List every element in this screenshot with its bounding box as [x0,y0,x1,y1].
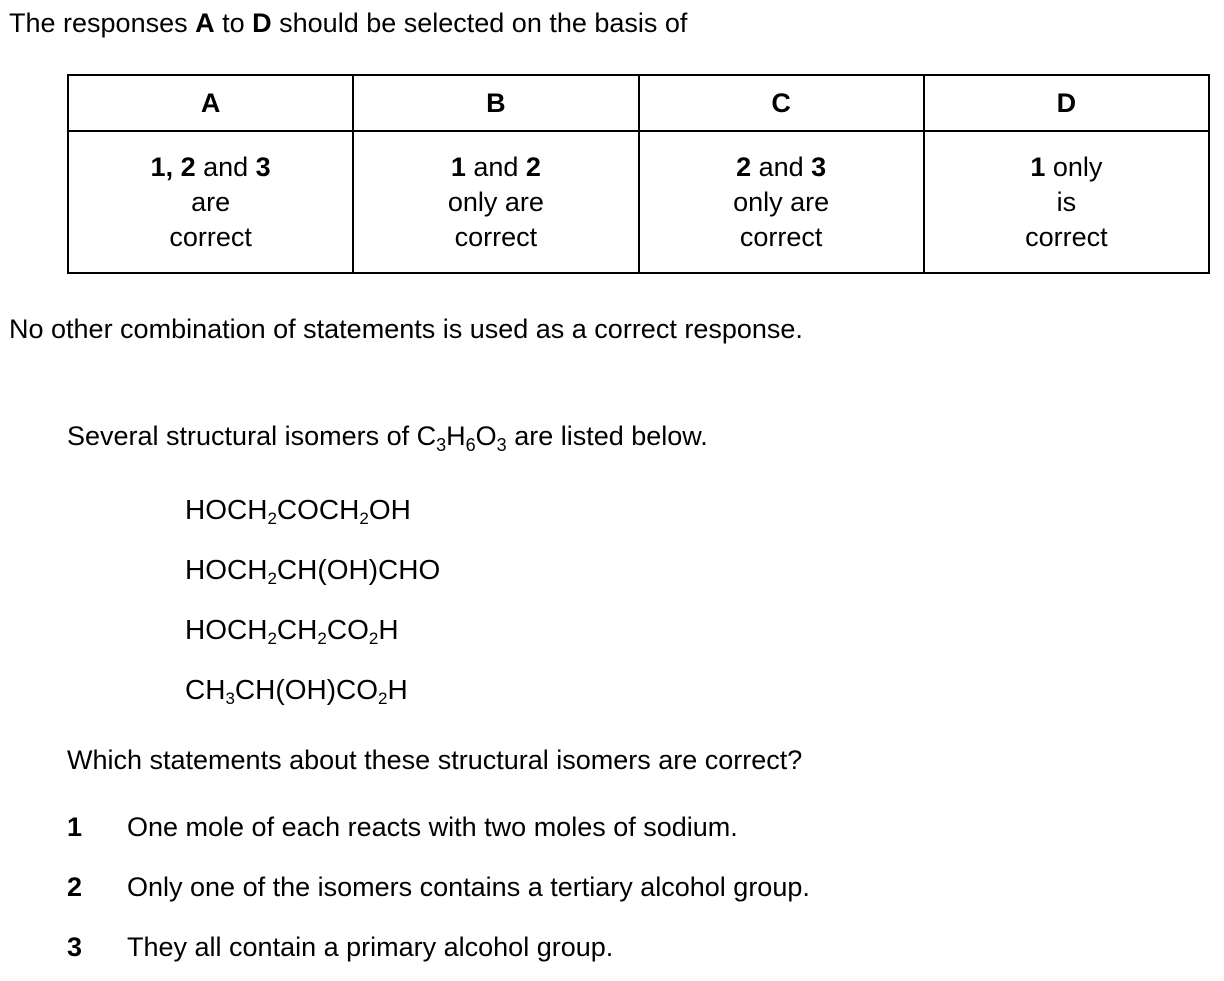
formula-part: CH [185,674,226,705]
response-key-cell-d [924,131,1209,273]
statement-1 [67,810,738,844]
cell-line-1 [925,150,1208,185]
statement-text: They all contain a primary alcohol group. [127,932,614,962]
cell-line-2: only are [733,186,830,217]
isomer-formula-2 [185,553,440,587]
question-stem [67,418,708,454]
formula-subscript: 2 [267,509,277,528]
intro-text-before: The responses [9,8,196,38]
cell-line-3: correct [454,221,538,252]
cell-line-3: correct [1025,221,1108,252]
cell-bold-number: 2 [525,151,541,182]
formula-part: CO [326,614,369,645]
stem-text-before: Several structural isomers of C [67,421,437,451]
response-key-cell-c [639,131,924,273]
formula-part: H [387,674,408,705]
statement-number: 3 [67,932,83,962]
formula-part: H [378,614,399,645]
formula-part: HOCH [185,614,268,645]
cell-connector: only [1045,151,1103,182]
stem-text-after: are listed below. [506,421,708,451]
isomer-formula-1 [185,493,411,527]
statement-number: 2 [67,872,83,902]
cell-line-1 [640,150,923,185]
formula-part: HOCH [185,554,268,585]
cell-bold-number: 1 [450,151,466,182]
intro-letter-d: D [252,8,272,38]
cell-line-1 [69,150,352,185]
statement-number: 1 [67,812,83,842]
cell-line-3: correct [169,221,252,252]
stem-subscript: 3 [436,435,447,455]
formula-part: COCH [276,494,360,525]
response-key-header-row [68,75,1209,131]
statement-2 [67,870,810,904]
cell-bold-number: 1 [1030,151,1046,182]
formula-subscript: 3 [225,689,235,708]
stem-subscript: 6 [465,435,476,455]
cell-line-2: only are [447,186,544,217]
response-key-table [67,74,1210,274]
response-key-body-row [68,131,1209,273]
formula-part: OH [368,494,411,525]
stem-element-o: O [475,421,497,451]
stem-subscript: 3 [496,435,507,455]
statement-text: One mole of each reacts with two moles of sodium. [127,812,738,842]
formula-subscript: 2 [317,629,327,648]
response-key-cell-b [353,131,638,273]
formula-part: CH [276,614,318,645]
formula-subscript: 2 [267,569,277,588]
cell-line-2: are [191,186,231,217]
cell-line-3: correct [739,221,823,252]
response-key-header-c: C [639,75,924,131]
cell-bold-number: 2 [736,151,752,182]
intro-text-after: should be selected on the basis of [271,8,688,38]
instructions-intro [9,6,687,40]
formula-subscript: 2 [267,629,277,648]
cell-line-1 [354,150,637,185]
cell-bold-number: 3 [255,151,271,182]
cell-bold-number: 3 [811,151,827,182]
cell-bold-number: 1, 2 [150,151,196,182]
no-other-combination-note: No other combination of statements is used as a correct response. [9,314,803,344]
formula-subscript: 2 [359,509,369,528]
statement-text: Only one of the isomers contains a tertiary alcohol group. [127,872,810,902]
question-text: Which statements about these structural isomers are correct? [67,745,803,775]
response-key-header-d: D [924,75,1209,131]
statement-3 [67,930,613,964]
cell-connector: and [465,151,526,182]
stem-element-h: H [446,421,466,451]
response-key-cell-a [68,131,353,273]
intro-letter-a: A [195,8,215,38]
cell-connector: and [751,151,812,182]
isomer-formula-3 [185,613,399,647]
cell-connector: and [195,151,256,182]
formula-subscript: 2 [378,689,388,708]
formula-part: HOCH [185,494,268,525]
intro-text-to: to [214,8,253,38]
cell-line-2: is [1056,186,1077,217]
response-key-header-b: B [353,75,638,131]
response-key-header-a: A [68,75,353,131]
formula-subscript: 2 [368,629,379,648]
isomer-formula-4 [185,673,408,707]
formula-part: CH(OH)CHO [276,554,441,585]
formula-part: CH(OH)CO [234,674,379,705]
